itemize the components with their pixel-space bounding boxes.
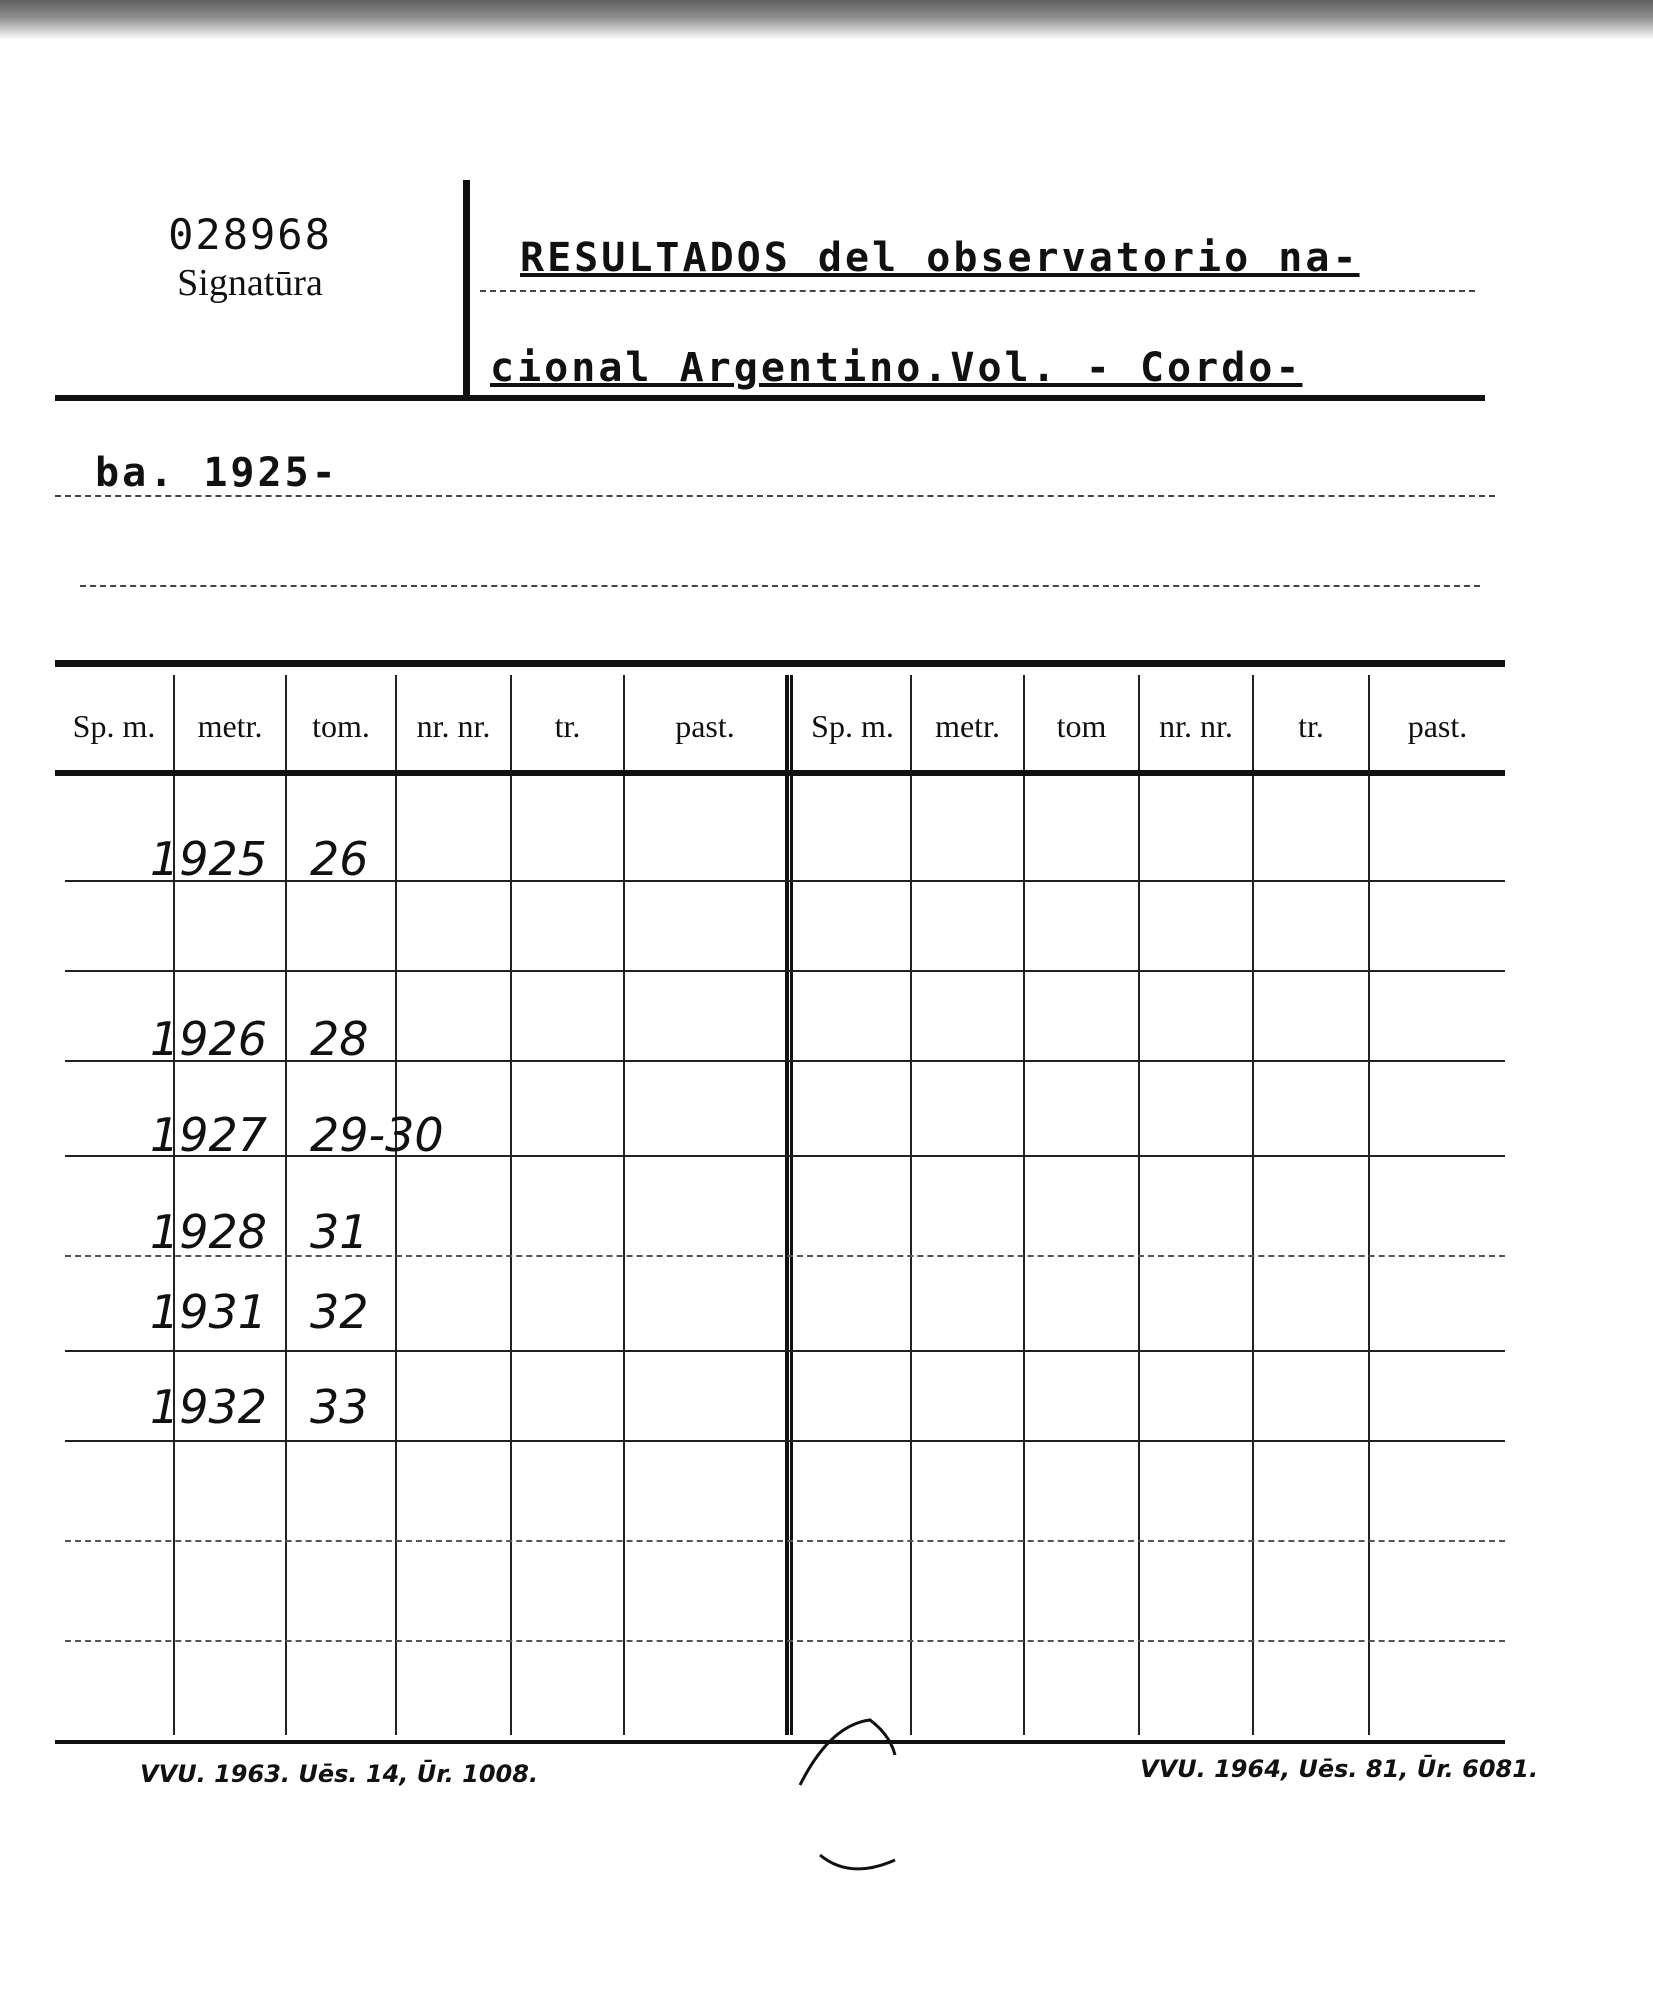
entry-year: 1925 bbox=[150, 832, 268, 886]
header-metr: metr. bbox=[197, 708, 263, 744]
column-separator bbox=[1252, 675, 1254, 1735]
stamp-left: VVU. 1963. Uēs. 14, Ūr. 1008. bbox=[140, 1760, 539, 1788]
title-line-3: ba. 1925- bbox=[95, 450, 339, 496]
header-tom: tom bbox=[1056, 708, 1107, 744]
entry-tom: 31 bbox=[310, 1205, 369, 1259]
holdings-table bbox=[55, 660, 1505, 1745]
title-line-1: RESULTADOS del observatorio na- bbox=[520, 235, 1360, 281]
table-top-rule bbox=[55, 660, 1505, 667]
title-rule-3 bbox=[55, 495, 1495, 497]
stamp-right: VVU. 1964, Uēs. 81, Ūr. 6081. bbox=[1140, 1755, 1539, 1783]
row-rule bbox=[65, 1060, 1505, 1062]
row-rule bbox=[65, 1350, 1505, 1352]
column-separator bbox=[285, 675, 287, 1735]
row-rule bbox=[65, 1155, 1505, 1157]
entry-year: 1932 bbox=[150, 1380, 268, 1434]
header-nr-nr: nr. nr. bbox=[416, 708, 491, 744]
header-tr: tr. bbox=[554, 708, 581, 744]
entry-tom: 29-30 bbox=[310, 1108, 444, 1162]
entry-year: 1931 bbox=[150, 1285, 268, 1339]
top-edge-smudge bbox=[0, 0, 1653, 40]
header-rule bbox=[55, 395, 1485, 401]
entry-tom: 26 bbox=[310, 832, 369, 886]
column-separator bbox=[1138, 675, 1140, 1735]
column-separator bbox=[395, 675, 397, 1735]
entry-tom: 32 bbox=[310, 1285, 369, 1339]
signature-number: 028968 bbox=[168, 210, 332, 259]
title-line-2: cional Argentino.Vol. - Cordo- bbox=[490, 345, 1303, 391]
signature-block bbox=[150, 210, 350, 305]
row-rule bbox=[65, 1640, 1505, 1642]
header-metr: metr. bbox=[935, 708, 1000, 744]
entry-tom: 33 bbox=[310, 1380, 369, 1434]
row-rule bbox=[65, 1540, 1505, 1542]
header-tr: tr. bbox=[1298, 708, 1324, 744]
column-separator bbox=[623, 675, 625, 1735]
blank-rule bbox=[80, 585, 1480, 587]
header-sp-m: Sp. m. bbox=[72, 708, 156, 744]
header-past: past. bbox=[1407, 708, 1468, 744]
header-past: past. bbox=[675, 708, 735, 744]
header-tom: tom. bbox=[312, 708, 370, 744]
hole-punch-mark bbox=[790, 1715, 910, 1795]
header-sp-m: Sp. m. bbox=[811, 708, 894, 744]
header-nr-nr: nr. nr. bbox=[1159, 708, 1233, 744]
column-separator bbox=[1368, 675, 1370, 1735]
column-separator bbox=[1023, 675, 1025, 1735]
hole-punch-mark bbox=[815, 1845, 905, 1885]
entry-tom: 28 bbox=[310, 1012, 369, 1066]
column-separator bbox=[510, 675, 512, 1735]
row-rule bbox=[65, 1440, 1505, 1442]
row-rule bbox=[65, 1255, 1505, 1257]
entry-year: 1926 bbox=[150, 1012, 268, 1066]
entry-year: 1928 bbox=[150, 1205, 268, 1259]
title-rule-1 bbox=[480, 290, 1475, 292]
center-double-divider bbox=[785, 675, 793, 1735]
row-rule bbox=[65, 880, 1505, 882]
row-rule bbox=[65, 970, 1505, 972]
column-separator bbox=[910, 675, 912, 1735]
entry-year: 1927 bbox=[150, 1108, 268, 1162]
signature-label: Signatūra bbox=[177, 262, 323, 304]
table-header-rule bbox=[55, 770, 1505, 776]
table-bottom-rule bbox=[55, 1740, 1505, 1744]
header-divider bbox=[463, 180, 470, 395]
